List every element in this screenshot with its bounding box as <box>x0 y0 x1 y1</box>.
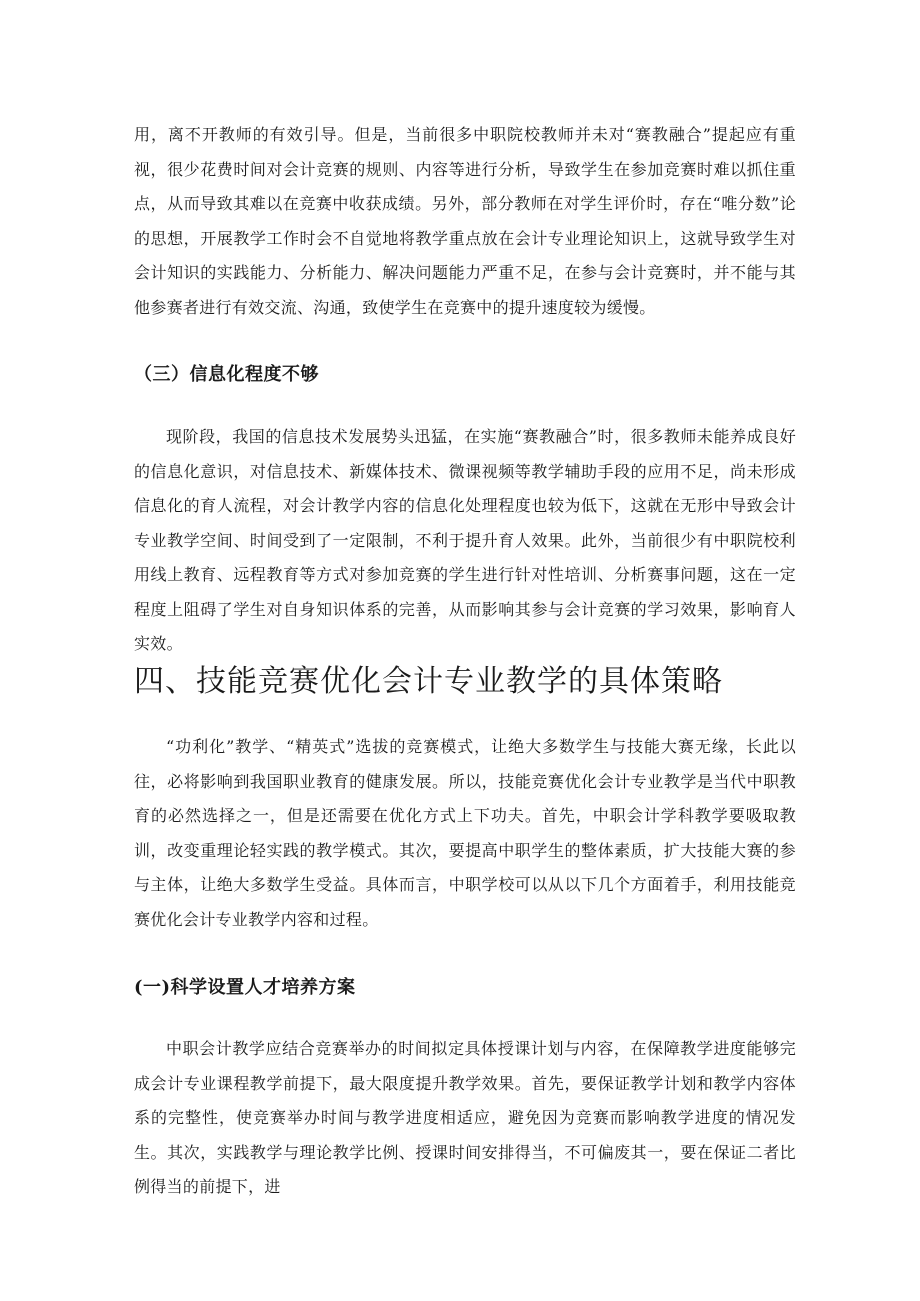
paragraph-talent-plan: 中职会计教学应结合竞赛举办的时间拟定具体授课计划与内容，在保障教学进度能够完成会计专业课程教学前提下，最大限度提升教学效果。首先，要保证教学计划和教学内容体系的完整性，使竞赛举办时间与教学进度相适应，避免因为竞赛而影响教学进度的情况发生。其次，实践教学与理论教学比例、授课时间安排得当，不可偏废其一，要在保证二者比例得当的前提下，进 <box>134 1039 796 1196</box>
paragraph-teacher-guidance: 用，离不开教师的有效引导。但是，当前很多中职院校教师并未对“赛教融合”提起应有重视，很少花费时间对会计竞赛的规则、内容等进行分析，导致学生在参加竞赛时难以抓住重点，从而导致其难以在竞赛中收获成绩。另外，部分教师在对学生评价时，存在“唯分数”论的思想，开展教学工作时会不自觉地将教学重点放在会计专业理论知识上，这就导致学生对会计知识的实践能力、分析能力、解决问题能力严重不足，在参与会计竞赛时，并不能与其他参赛者进行有效交流、沟通，致使学生在竞赛中的提升速度较为缓慢。 <box>134 125 796 317</box>
section-heading-informatization: （三）信息化程度不够 <box>134 364 319 385</box>
chapter-heading-strategies: 四、技能竞赛优化会计专业教学的具体策略 <box>134 664 723 699</box>
paragraph-informatization: 现阶段，我国的信息技术发展势头迅猛，在实施“赛教融合”时，很多教师未能养成良好的信息化意识，对信息技术、新媒体技术、微课视频等教学辅助手段的应用不足，尚未形成信息化的育人流程，对会计教学内容的信息化处理程度也较为低下，这就在无形中导致会计专业教学空间、时间受到了一定限制，不利于提升育人效果。此外，当前很少有中职院校利用线上教育、远程教育等方式对参加竞赛的学生进行针对性培训、分析赛事问题，这在一定程度上阻碍了学生对自身知识体系的完善，从而影响其参与会计竞赛的学习效果，影响育人实效。 <box>134 427 796 653</box>
section-heading-talent-plan: (一)科学设置人才培养方案 <box>134 977 356 998</box>
paragraph-strategies-intro: “功利化”教学、“精英式”选拔的竞赛模式，让绝大多数学生与技能大赛无缘，长此以往，必将影响到我国职业教育的健康发展。所以，技能竞赛优化会计专业教学是当代中职教育的必然选择之一，但是还需要在优化方式上下功夫。首先，中职会计学科教学要吸取教训，改变重理论轻实践的教学模式。其次，要提高中职学生的整体素质，扩大技能大赛的参与主体，让绝大多数学生受益。具体而言，中职学校可以从以下几个方面着手，利用技能竞赛优化会计专业教学内容和过程。 <box>134 737 796 929</box>
